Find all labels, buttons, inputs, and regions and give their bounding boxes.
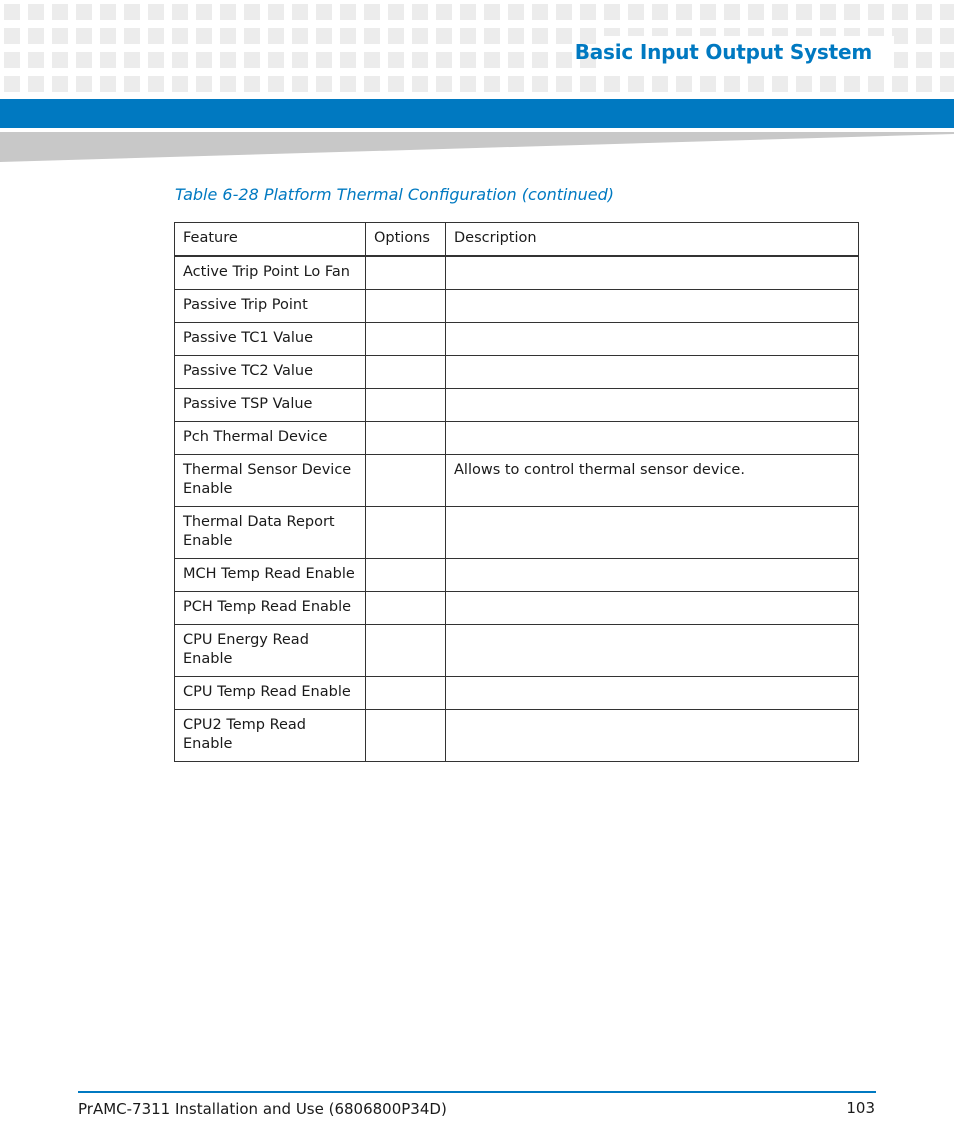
cell-description <box>446 323 859 356</box>
pattern-square <box>556 4 572 20</box>
cell-description <box>446 559 859 592</box>
cell-options <box>366 256 446 290</box>
pattern-square <box>940 4 954 20</box>
pattern-square <box>52 4 68 20</box>
pattern-square <box>100 52 116 68</box>
cell-feature: CPU Energy Read Enable <box>175 625 366 677</box>
cell-options <box>366 559 446 592</box>
cell-description <box>446 625 859 677</box>
pattern-square <box>940 28 954 44</box>
pattern-square <box>4 52 20 68</box>
header-blue-band <box>0 99 954 128</box>
pattern-square <box>556 76 572 92</box>
pattern-square <box>436 28 452 44</box>
pattern-square <box>748 76 764 92</box>
pattern-square <box>268 4 284 20</box>
pattern-square <box>652 4 668 20</box>
pattern-square <box>76 52 92 68</box>
pattern-square <box>292 28 308 44</box>
footer-rule <box>78 1091 876 1093</box>
pattern-square <box>556 28 572 44</box>
platform-thermal-table <box>174 222 859 762</box>
pattern-square <box>412 76 428 92</box>
pattern-square <box>340 4 356 20</box>
footer-document-title: PrAMC-7311 Installation and Use (6806800P34D) <box>78 1100 447 1118</box>
pattern-square <box>100 28 116 44</box>
pattern-square <box>916 28 932 44</box>
pattern-square <box>268 76 284 92</box>
pattern-square <box>628 76 644 92</box>
table-row <box>175 507 859 559</box>
pattern-square <box>508 4 524 20</box>
pattern-square <box>220 4 236 20</box>
pattern-square <box>148 76 164 92</box>
table-row <box>175 422 859 455</box>
pattern-square <box>532 28 548 44</box>
pattern-square <box>364 76 380 92</box>
pattern-square <box>604 4 620 20</box>
pattern-square <box>532 52 548 68</box>
pattern-square <box>412 4 428 20</box>
pattern-square <box>28 76 44 92</box>
cell-options <box>366 677 446 710</box>
pattern-square <box>940 76 954 92</box>
pattern-square <box>268 28 284 44</box>
footer-page-number: 103 <box>846 1099 875 1117</box>
pattern-square <box>892 28 908 44</box>
pattern-square <box>460 28 476 44</box>
pattern-square <box>148 4 164 20</box>
pattern-square <box>868 76 884 92</box>
pattern-square <box>460 52 476 68</box>
pattern-square <box>76 4 92 20</box>
column-header-feature: Feature <box>175 223 366 257</box>
pattern-square <box>220 76 236 92</box>
pattern-square <box>124 52 140 68</box>
header-gray-wedge <box>0 132 954 164</box>
pattern-square <box>52 76 68 92</box>
cell-feature: Thermal Sensor Device Enable <box>175 455 366 507</box>
cell-description <box>446 710 859 762</box>
cell-feature: Passive Trip Point <box>175 290 366 323</box>
table-body <box>175 256 859 762</box>
table-row <box>175 455 859 507</box>
cell-feature: Active Trip Point Lo Fan <box>175 256 366 290</box>
pattern-square <box>148 52 164 68</box>
pattern-square <box>844 76 860 92</box>
pattern-square <box>388 28 404 44</box>
pattern-square <box>868 4 884 20</box>
pattern-square <box>316 28 332 44</box>
column-header-description: Description <box>446 223 859 257</box>
pattern-square <box>916 4 932 20</box>
pattern-square <box>340 76 356 92</box>
cell-description <box>446 422 859 455</box>
pattern-square <box>604 76 620 92</box>
pattern-square <box>292 4 308 20</box>
pattern-square <box>28 52 44 68</box>
pattern-square <box>100 76 116 92</box>
cell-feature: CPU2 Temp Read Enable <box>175 710 366 762</box>
table-row <box>175 559 859 592</box>
pattern-square <box>196 4 212 20</box>
pattern-square <box>148 28 164 44</box>
table-row <box>175 592 859 625</box>
cell-feature: Passive TSP Value <box>175 389 366 422</box>
pattern-square <box>124 28 140 44</box>
pattern-square <box>508 28 524 44</box>
page-title: Basic Input Output System <box>574 40 872 64</box>
cell-options <box>366 290 446 323</box>
pattern-square <box>340 52 356 68</box>
pattern-square <box>4 76 20 92</box>
pattern-square <box>340 28 356 44</box>
pattern-square <box>436 4 452 20</box>
pattern-square <box>796 4 812 20</box>
pattern-square <box>484 52 500 68</box>
pattern-square <box>916 76 932 92</box>
pattern-square <box>76 28 92 44</box>
cell-description <box>446 507 859 559</box>
pattern-square <box>412 28 428 44</box>
cell-options <box>366 323 446 356</box>
pattern-square <box>460 76 476 92</box>
table-row <box>175 677 859 710</box>
pattern-square <box>796 76 812 92</box>
pattern-square <box>748 4 764 20</box>
pattern-square <box>316 76 332 92</box>
table-row <box>175 256 859 290</box>
pattern-square <box>484 4 500 20</box>
pattern-square <box>532 76 548 92</box>
pattern-square <box>244 52 260 68</box>
pattern-square <box>892 76 908 92</box>
cell-options <box>366 422 446 455</box>
cell-description: Allows to control thermal sensor device. <box>446 455 859 507</box>
pattern-square <box>436 76 452 92</box>
pattern-square <box>508 76 524 92</box>
pattern-square <box>388 4 404 20</box>
pattern-square <box>388 76 404 92</box>
pattern-square <box>220 52 236 68</box>
pattern-square <box>100 4 116 20</box>
pattern-square <box>244 28 260 44</box>
pattern-square <box>52 52 68 68</box>
pattern-square <box>676 76 692 92</box>
pattern-square <box>172 28 188 44</box>
table-header-row <box>175 223 859 257</box>
cell-feature: Pch Thermal Device <box>175 422 366 455</box>
pattern-square <box>244 76 260 92</box>
pattern-square <box>316 52 332 68</box>
pattern-square <box>28 4 44 20</box>
cell-options <box>366 356 446 389</box>
pattern-square <box>892 52 908 68</box>
pattern-square <box>268 52 284 68</box>
cell-feature: Passive TC2 Value <box>175 356 366 389</box>
pattern-square <box>700 76 716 92</box>
pattern-square <box>316 4 332 20</box>
pattern-square <box>652 76 668 92</box>
pattern-square <box>820 4 836 20</box>
cell-options <box>366 710 446 762</box>
pattern-square <box>4 4 20 20</box>
table-row <box>175 323 859 356</box>
table-row <box>175 389 859 422</box>
cell-description <box>446 256 859 290</box>
pattern-square <box>412 52 428 68</box>
table-row <box>175 356 859 389</box>
pattern-square <box>556 52 572 68</box>
pattern-square <box>916 52 932 68</box>
pattern-square <box>124 4 140 20</box>
cell-description <box>446 677 859 710</box>
pattern-square <box>700 4 716 20</box>
pattern-square <box>244 4 260 20</box>
cell-feature: MCH Temp Read Enable <box>175 559 366 592</box>
table-caption: Table 6-28 Platform Thermal Configuration (continued) <box>175 185 614 204</box>
cell-description <box>446 592 859 625</box>
table-row <box>175 625 859 677</box>
pattern-square <box>580 76 596 92</box>
cell-feature: CPU Temp Read Enable <box>175 677 366 710</box>
pattern-square <box>772 4 788 20</box>
pattern-square <box>52 28 68 44</box>
cell-options <box>366 625 446 677</box>
pattern-square <box>292 76 308 92</box>
pattern-square <box>724 4 740 20</box>
column-header-options: Options <box>366 223 446 257</box>
pattern-square <box>292 52 308 68</box>
pattern-square <box>28 28 44 44</box>
pattern-square <box>364 4 380 20</box>
pattern-square <box>532 4 548 20</box>
pattern-square <box>196 52 212 68</box>
cell-feature: Thermal Data Report Enable <box>175 507 366 559</box>
cell-options <box>366 507 446 559</box>
pattern-square <box>940 52 954 68</box>
cell-options <box>366 592 446 625</box>
cell-options <box>366 455 446 507</box>
pattern-square <box>460 4 476 20</box>
pattern-square <box>820 76 836 92</box>
pattern-square <box>124 76 140 92</box>
pattern-square <box>196 76 212 92</box>
cell-options <box>366 389 446 422</box>
pattern-square <box>892 4 908 20</box>
cell-feature: PCH Temp Read Enable <box>175 592 366 625</box>
pattern-square <box>484 76 500 92</box>
pattern-square <box>724 76 740 92</box>
pattern-square <box>172 4 188 20</box>
cell-description <box>446 389 859 422</box>
pattern-square <box>484 28 500 44</box>
pattern-square <box>508 52 524 68</box>
cell-description <box>446 356 859 389</box>
pattern-square <box>196 28 212 44</box>
pattern-square <box>4 28 20 44</box>
pattern-square <box>676 4 692 20</box>
cell-description <box>446 290 859 323</box>
pattern-square <box>220 28 236 44</box>
pattern-square <box>364 28 380 44</box>
pattern-square <box>172 52 188 68</box>
pattern-square <box>580 4 596 20</box>
pattern-square <box>172 76 188 92</box>
cell-feature: Passive TC1 Value <box>175 323 366 356</box>
pattern-square <box>772 76 788 92</box>
pattern-square <box>388 52 404 68</box>
table-row <box>175 290 859 323</box>
pattern-square <box>628 4 644 20</box>
table-row <box>175 710 859 762</box>
pattern-square <box>844 4 860 20</box>
pattern-square <box>436 52 452 68</box>
pattern-square <box>364 52 380 68</box>
pattern-square <box>76 76 92 92</box>
